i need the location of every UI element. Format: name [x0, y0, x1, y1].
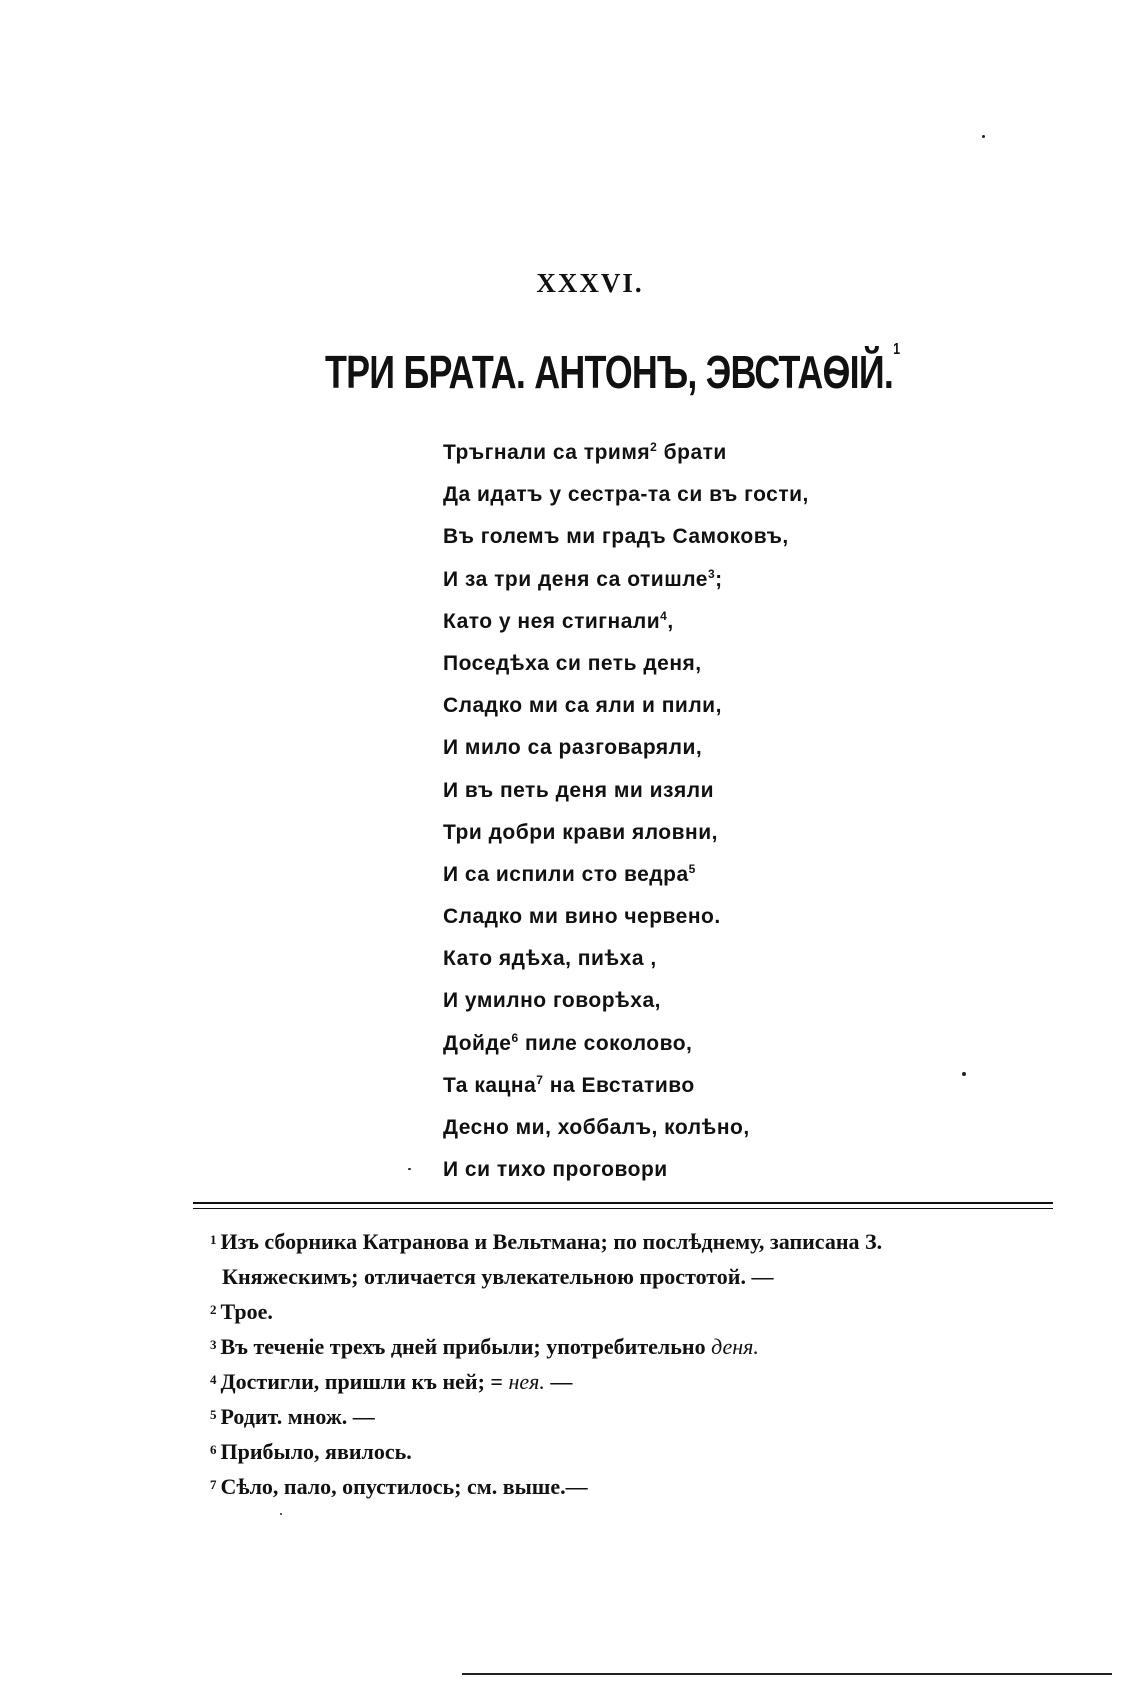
poem-line — [443, 474, 809, 516]
footnote-reference: 7 — [536, 1072, 544, 1087]
chapter-number: XXXVI. — [536, 268, 644, 298]
footnote — [210, 1399, 1070, 1434]
poem-line — [443, 643, 809, 685]
footnote-number: 4 — [210, 1372, 217, 1387]
poem-line-tail: пиле соколово, — [518, 1031, 693, 1055]
poem-line-text: И въ петь деня ми изяли — [443, 778, 714, 802]
footnote-reference: 5 — [688, 861, 696, 876]
footnote-text: Родит. множ. — — [220, 1404, 375, 1429]
poem-line-text: Въ големъ ми градъ Самоковъ, — [443, 525, 789, 549]
poem-line-text: Та кацна — [443, 1073, 537, 1097]
poem-line-text: Сладко ми са яли и пили, — [443, 694, 722, 718]
poem-line-text: Дойде — [443, 1031, 512, 1055]
poem-line-text: Поседѣха си петь деня, — [443, 651, 702, 675]
poem-line-text: И за три деня са отишле — [443, 567, 708, 591]
poem-line — [443, 1107, 809, 1149]
poem-line-text: Десно ми, хоббалъ, колѣно, — [443, 1116, 750, 1139]
bottom-rule — [462, 1673, 1112, 1675]
poem-line-tail: ; — [715, 567, 723, 591]
footnote-number: 3 — [210, 1337, 217, 1352]
poem-line — [443, 516, 809, 558]
footnote-text: Трое. — [220, 1299, 273, 1324]
poem-line — [443, 432, 809, 474]
poem-line — [443, 559, 809, 601]
poem-line — [443, 685, 809, 727]
footnote-italic-word: нея. — [508, 1369, 545, 1394]
poem-line — [443, 727, 809, 769]
footnote-number: 2 — [210, 1302, 217, 1317]
poem-line-text: Сладко ми вино червено. — [443, 905, 721, 929]
poem-title — [325, 341, 900, 399]
poem-line-text: Да идатъ у сестра-та си въ гости, — [443, 483, 809, 507]
footnote — [210, 1434, 1070, 1469]
title-footnote-mark: 1 — [893, 341, 900, 358]
poem-line — [443, 770, 809, 812]
footnote — [210, 1294, 1070, 1329]
footnote-italic-word: деня. — [711, 1334, 759, 1359]
poem-line-text: И умилно говорѣха, — [443, 989, 661, 1013]
poem-line — [443, 896, 809, 938]
footnote-number: 6 — [210, 1442, 217, 1457]
footnote-reference: 3 — [707, 566, 716, 581]
poem-line — [443, 1023, 809, 1065]
footnote — [210, 1364, 1070, 1399]
footnote-number: 1 — [210, 1232, 217, 1247]
footnote-text: Достигли, пришли къ ней; = — [220, 1369, 509, 1394]
footnote — [210, 1329, 1070, 1364]
footnote-number: 7 — [210, 1477, 217, 1492]
poem-line-tail: брати — [657, 441, 727, 464]
print-speck — [962, 1072, 966, 1076]
footnote-text: Изъ сборника Катранова и Вельтмана; по послѣднему, записана З. — [220, 1229, 883, 1254]
poem-line-text: Като ядѣха, пиѣха , — [443, 947, 657, 971]
footnote-continuation: Княжескимъ; отличается увлекательною простотой. — — [222, 1264, 774, 1289]
poem-body — [443, 432, 809, 1191]
poem-title-text: ТРИ БРАТА. АНТОНЪ, ЭВСТАѲІЙ. — [325, 346, 894, 398]
footnote-divider — [193, 1202, 1053, 1204]
poem-line — [443, 938, 809, 980]
footnote-text: Сѣло, пало, опустилось; см. выше.— — [220, 1474, 588, 1499]
footnotes — [210, 1224, 1070, 1504]
poem-line — [443, 1065, 809, 1107]
poem-line — [443, 854, 809, 896]
print-speck — [280, 1513, 282, 1515]
poem-line-tail: , — [667, 609, 674, 633]
footnote-number: 5 — [210, 1407, 217, 1422]
footnote — [210, 1469, 1070, 1504]
poem-line-tail: на Евстативо — [543, 1073, 695, 1097]
poem-line-text: И си тихо проговори — [443, 1158, 668, 1182]
footnote-reference: 2 — [650, 440, 658, 454]
footnote-reference: 4 — [660, 608, 668, 623]
footnote-text-end: — — [544, 1369, 573, 1394]
poem-line-text: И мило са разговаряли, — [443, 736, 703, 760]
poem-line — [443, 601, 809, 643]
footnote-reference: 6 — [511, 1030, 519, 1045]
poem-line-text: И са испили сто ведра — [443, 862, 689, 886]
poem-line — [443, 980, 809, 1022]
poem-line — [443, 812, 809, 854]
footnote-divider-thin — [193, 1208, 1053, 1209]
poem-line-text: Три добри крави яловни, — [443, 820, 718, 844]
print-speck — [408, 1168, 411, 1170]
footnote-text: Въ теченіе трехъ дней прибыли; употребительно — [220, 1334, 712, 1359]
poem-line-text: Като у нея стигнали — [443, 609, 661, 633]
footnote-text: Прибыло, явилось. — [220, 1439, 412, 1464]
poem-line — [443, 1149, 809, 1191]
footnote — [210, 1224, 1070, 1294]
print-speck — [982, 135, 985, 138]
poem-line-text: Тръгнали са тримя — [443, 441, 651, 464]
